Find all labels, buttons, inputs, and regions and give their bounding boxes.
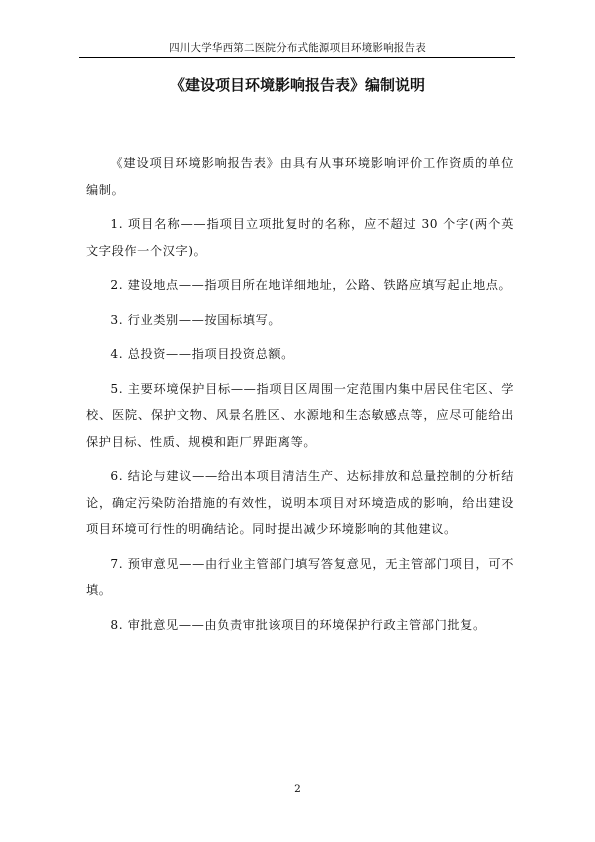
page-title: 《建设项目环境影响报告表》编制说明 xyxy=(169,76,425,94)
running-header: 四川大学华西第二医院分布式能源项目环境影响报告表 xyxy=(169,42,426,54)
item-project-name: 1. 项目名称——指项目立项批复时的名称，应不超过 30 个字(两个英文字段作一个汉字)。 xyxy=(86,217,514,258)
item-total-investment: 4. 总投资——指项目投资总额。 xyxy=(110,347,294,361)
item-protection-targets: 5. 主要环境保护目标——指项目区周围一定范围内集中居民住宅区、学校、医院、保护文物、风景名胜区、水源地和生态敏感点等，应尽可能给出保护目标、性质、规模和距厂界距离等。 xyxy=(86,381,514,449)
header-divider xyxy=(79,57,515,58)
item-construction-site: 2. 建设地点——指项目所在地详细地址，公路、铁路应填写起止地点。 xyxy=(110,278,512,292)
item-conclusions: 6. 结论与建议——给出本项目清洁生产、达标排放和总量控制的分析结论，确定污染防治措施的有效性，说明本项目对环境造成的影响，给出建设项目环境可行性的明确结论。同时提出减少环境影响的其他建议。 xyxy=(86,469,514,536)
item-industry-category: 3. 行业类别——按国标填写。 xyxy=(110,312,282,327)
item-pre-review: 7. 预审意见——由行业主管部门填写答复意见，无主管部门项目，可不填。 xyxy=(86,556,514,597)
item-approval: 8. 审批意见——由负责审批该项目的环境保护行政主管部门批复。 xyxy=(110,617,486,632)
intro-paragraph: 《建设项目环境影响报告表》由具有从事环境影响评价工作资质的单位编制。 xyxy=(86,156,514,197)
document-body xyxy=(86,150,514,646)
page-number: 2 xyxy=(294,783,301,795)
